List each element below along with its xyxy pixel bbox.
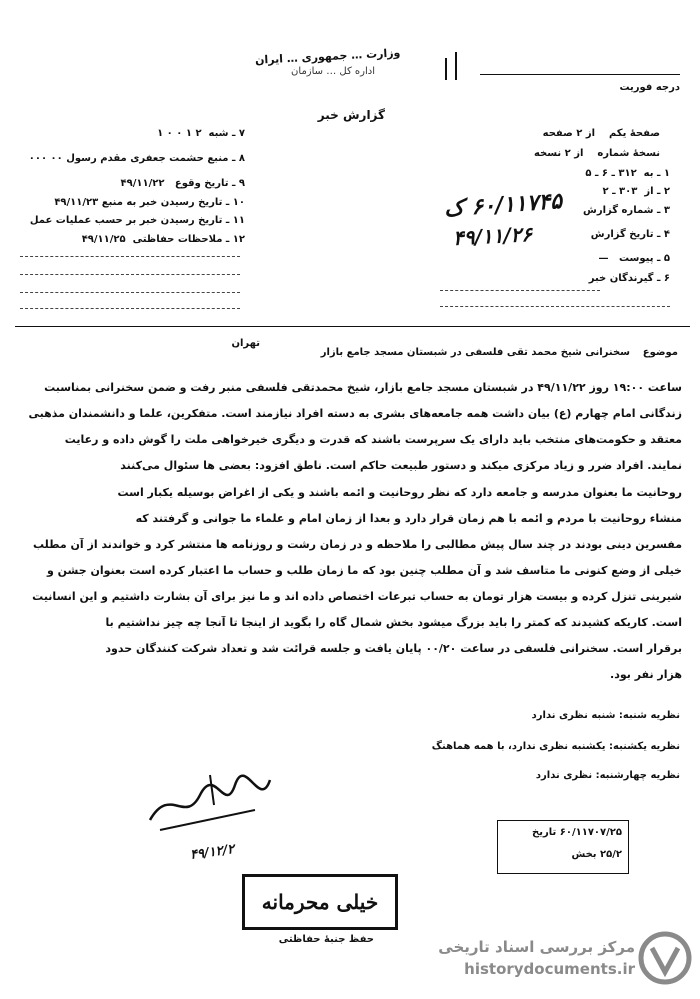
degree-label: درجه فوریت [619, 82, 680, 93]
body-line: منشاء روحانیت با مردم و ائمه با هم زمان قرار دارد و بعدا از زمان امام و علماء ما جوانی و گرفتند که [135, 512, 682, 525]
top-stamp-sub: اداره کل … سازمان [291, 66, 375, 77]
stamp-mark [455, 52, 457, 80]
subject-text: سخنرانی شیخ محمد تقی فلسفی در شبستان مسجد جامع بازار [320, 347, 630, 358]
watermark-logo-icon [638, 928, 692, 988]
field-recipients: ۶ ـ گیرندگان خبر [588, 273, 670, 284]
body-line: ساعت ۱۹:۰۰ روز ۴۹/۱۱/۲۲ در شبستان مسجد جامع بازار، شیخ محمدتقی فلسفی منبر رفت و ضمن سخنرانی بمناسبت [44, 381, 682, 394]
note-line: نظریه شنبه: شنبه نظری ندارد [531, 710, 680, 721]
body-line: شیرینی تنزل کرده و بیست هزار تومان به حساب تبرعات اختصاص داده اند و ما نیز برای آن بشارت داشتیم و این انسانیت [32, 590, 682, 603]
field-report-number-value: ۶۰/۱۱۷۴۵ ک [443, 187, 563, 223]
field-page: صفحۀ یکم از ۲ صفحه [542, 128, 660, 139]
subject-annotation: تهران [231, 338, 260, 349]
dotted-line [20, 292, 240, 293]
confidential-stamp [242, 874, 398, 930]
body-line: مفسرین دینی بودند در چند سال پیش مطالبی را ملاحظه و در زمان رشت و روزنامه ها منتشر کرد و خواندند از آن مطلب [33, 538, 682, 551]
body-line: برقرار است. سخنرانی فلسفی در ساعت ۰۰/۲۰ پایان یافت و جلسه قرائت شد و تعداد شرکت کنندگان حدود [105, 642, 682, 655]
received-stamp-line1: ۶۰/۱۱۷۰۷/۲۵ تاریخ [532, 827, 622, 838]
footer-stamp: حفظ جنبۀ حفاظتی [278, 934, 374, 945]
field-9: ۹ ـ تاریخ وقوع ۴۹/۱۱/۲۲ [120, 178, 245, 189]
body-line: هزار نفر بود. [610, 668, 682, 681]
signature-scribble [140, 765, 280, 845]
field-7: ۷ ـ شبه ۲ ۱ ۰ ۰ ۱ [157, 128, 245, 139]
body-line: معتقد و حکومت‌های منتخب باید دارای یک سرپرست باشند که قدرت و دیگری خیرخواهی ملت را گوش داده و رعایت [64, 433, 682, 446]
header-rule [480, 74, 680, 75]
field-8: ۸ ـ منبع حشمت جعفری مقدم رسول ۰۰ ۰۰۰ [28, 153, 245, 164]
field-report-date-label: ۴ ـ تاریخ گزارش [590, 229, 670, 240]
body-line: نمایند. افراد ضرر و زیاد مرکزی میکند و دستور طبیعت حاکم است. ناطق افزود: بعضی ها سئوال می‌کنند [120, 459, 682, 472]
body-line: خیلی از وضع کنونی ما متاسف شد و آن مطلب چنین بود که ما زمان طلب و حساب ما اعتبار کرده است بعنوان جشن و [46, 564, 682, 577]
body-line: است. کاریکه کشیدند که کمتر را باید بزرگ میشود بخش شمال گاه را بگوید از اینجا تا آنجا چه چیز نداشتیم با [105, 616, 682, 629]
note-line: نظریه چهارشنبه: نظری ندارد [535, 770, 680, 781]
dotted-line [20, 308, 240, 309]
top-stamp: وزارت … جمهوری … ایران [254, 46, 401, 67]
field-report-date-value: ۴۹/۱۱/۲۶ [452, 221, 533, 251]
dotted-line [440, 306, 670, 307]
dotted-line [440, 290, 600, 291]
dotted-line [20, 256, 240, 257]
watermark-org: مرکز بررسی اسناد تاریخی [438, 938, 635, 956]
body-line: روحانیت ما بعنوان مدرسه و جامعه دارد که نظر روحانیت و ائمه باشند و یکی از اغراض بوسیله یکبار است [117, 486, 682, 499]
watermark-url: historydocuments.ir [464, 960, 635, 978]
field-to: ۱ ـ به ۳۱۲ ـ ۶ ـ ۵ [585, 168, 670, 179]
confidential-stamp-text: خیلی محرمانه [261, 890, 379, 914]
subject-label: موضوع [642, 347, 678, 358]
field-attachment: ۵ ـ پیوست — [598, 253, 670, 264]
received-stamp-line2: ۲۵/۲ بخش [571, 849, 622, 860]
field-12: ۱۲ ـ ملاحظات حفاظتی ۴۹/۱۱/۲۵ [81, 234, 245, 245]
note-line: نظریه یکشنبه: یکشنبه نظری ندارد، با همه هماهنگ [431, 741, 680, 752]
field-11: ۱۱ ـ تاریخ رسیدن خبر بر حسب عملیات عمل [29, 215, 245, 226]
received-stamp [497, 820, 629, 874]
stamp-mark [445, 58, 447, 80]
section-divider [15, 326, 690, 327]
dotted-line [20, 274, 240, 275]
report-title: گزارش خبر [317, 108, 385, 122]
field-copy: نسخۀ شماره از ۲ نسخه [533, 148, 660, 159]
field-report-number-label: ۳ ـ شماره گزارش [583, 205, 670, 216]
field-10: ۱۰ ـ تاریخ رسیدن خبر به منبع ۴۹/۱۱/۲۳ [54, 197, 245, 208]
body-line: زندگانی امام چهارم (ع) بیان داشت همه جامعه‌های بشری به دسته افراد نیازمند است. متفکرین، علما و دانشمندان مذهبی [28, 407, 682, 420]
field-from: ۲ ـ از ۳۰۳ ـ ۲ [602, 186, 670, 197]
signature-date: ۴۹/۱۲/۲ [189, 841, 236, 864]
